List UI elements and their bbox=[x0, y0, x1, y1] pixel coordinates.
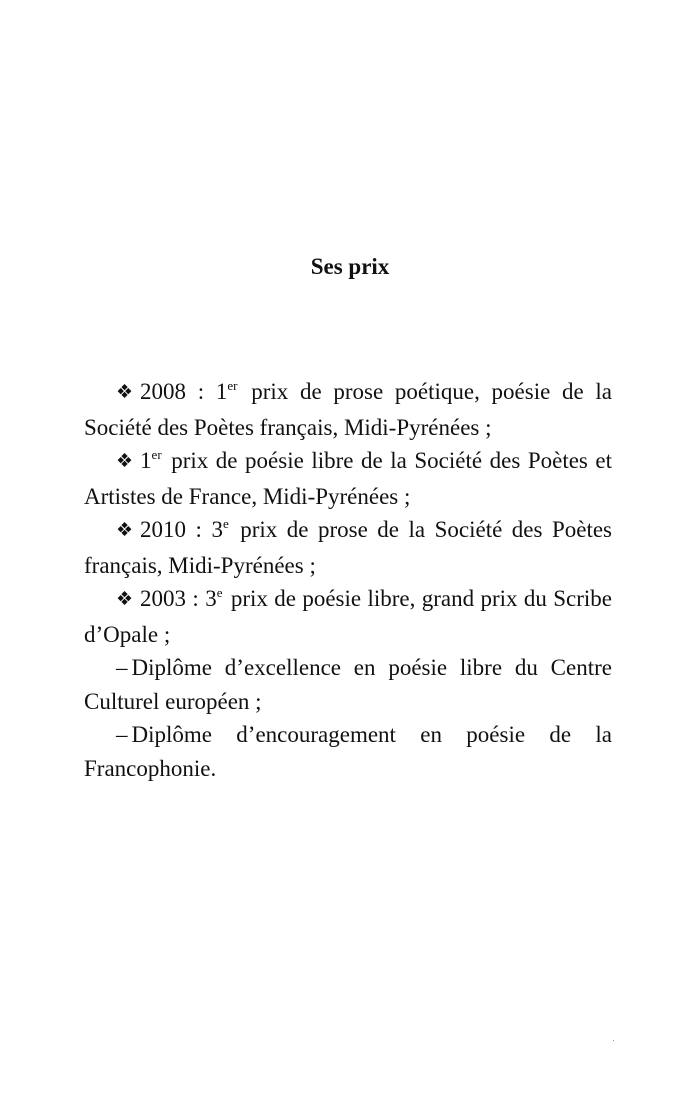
prize-rank: 1 bbox=[140, 448, 152, 473]
diamond-bullet-icon: ❖ bbox=[116, 520, 134, 541]
prize-text: prix de poésie libre de la Société des Poètes et Artistes de France, Midi-Pyrénées ; bbox=[84, 448, 613, 509]
prize-rank-suffix: e bbox=[222, 516, 229, 531]
prize-item bbox=[84, 513, 612, 582]
diploma-item bbox=[84, 651, 612, 718]
prize-rank-suffix: e bbox=[216, 585, 223, 600]
diploma-text: Diplôme d’encouragement en poésie de la Francophonie. bbox=[84, 722, 612, 781]
prize-item bbox=[84, 444, 612, 513]
diamond-bullet-icon: ❖ bbox=[116, 589, 134, 610]
diamond-bullet-icon: ❖ bbox=[116, 382, 134, 403]
prize-item bbox=[84, 375, 612, 444]
dash-bullet-icon: – bbox=[116, 722, 128, 747]
prize-text: prix de poésie libre, grand prix du Scribe d’Opale ; bbox=[84, 586, 613, 647]
prize-rank: 3 bbox=[205, 586, 217, 611]
page-mark bbox=[613, 1040, 614, 1041]
prize-rank-suffix: er bbox=[151, 447, 162, 462]
prize-rank: 1 bbox=[215, 379, 228, 404]
diploma-text: Diplôme d’excellence en poésie libre du Centre Culturel européen ; bbox=[84, 655, 612, 714]
prize-text: prix de prose poétique, poésie de la Société des Poètes français, Midi-Pyrénées ; bbox=[84, 379, 613, 440]
prize-rank-suffix: er bbox=[227, 378, 238, 393]
prize-year: 2010 : bbox=[140, 517, 212, 542]
prize-item bbox=[84, 582, 612, 651]
prize-list bbox=[84, 375, 612, 785]
page-title: Ses prix bbox=[310, 254, 390, 279]
dash-bullet-icon: – bbox=[116, 655, 128, 680]
prize-year: 2003 : bbox=[140, 586, 206, 611]
diploma-item bbox=[84, 718, 612, 785]
prize-text: prix de prose de la Société des Poètes français, Midi-Pyrénées ; bbox=[84, 517, 612, 578]
prize-rank: 3 bbox=[211, 517, 223, 542]
prize-year: 2008 : bbox=[140, 379, 216, 404]
diamond-bullet-icon: ❖ bbox=[116, 451, 134, 472]
